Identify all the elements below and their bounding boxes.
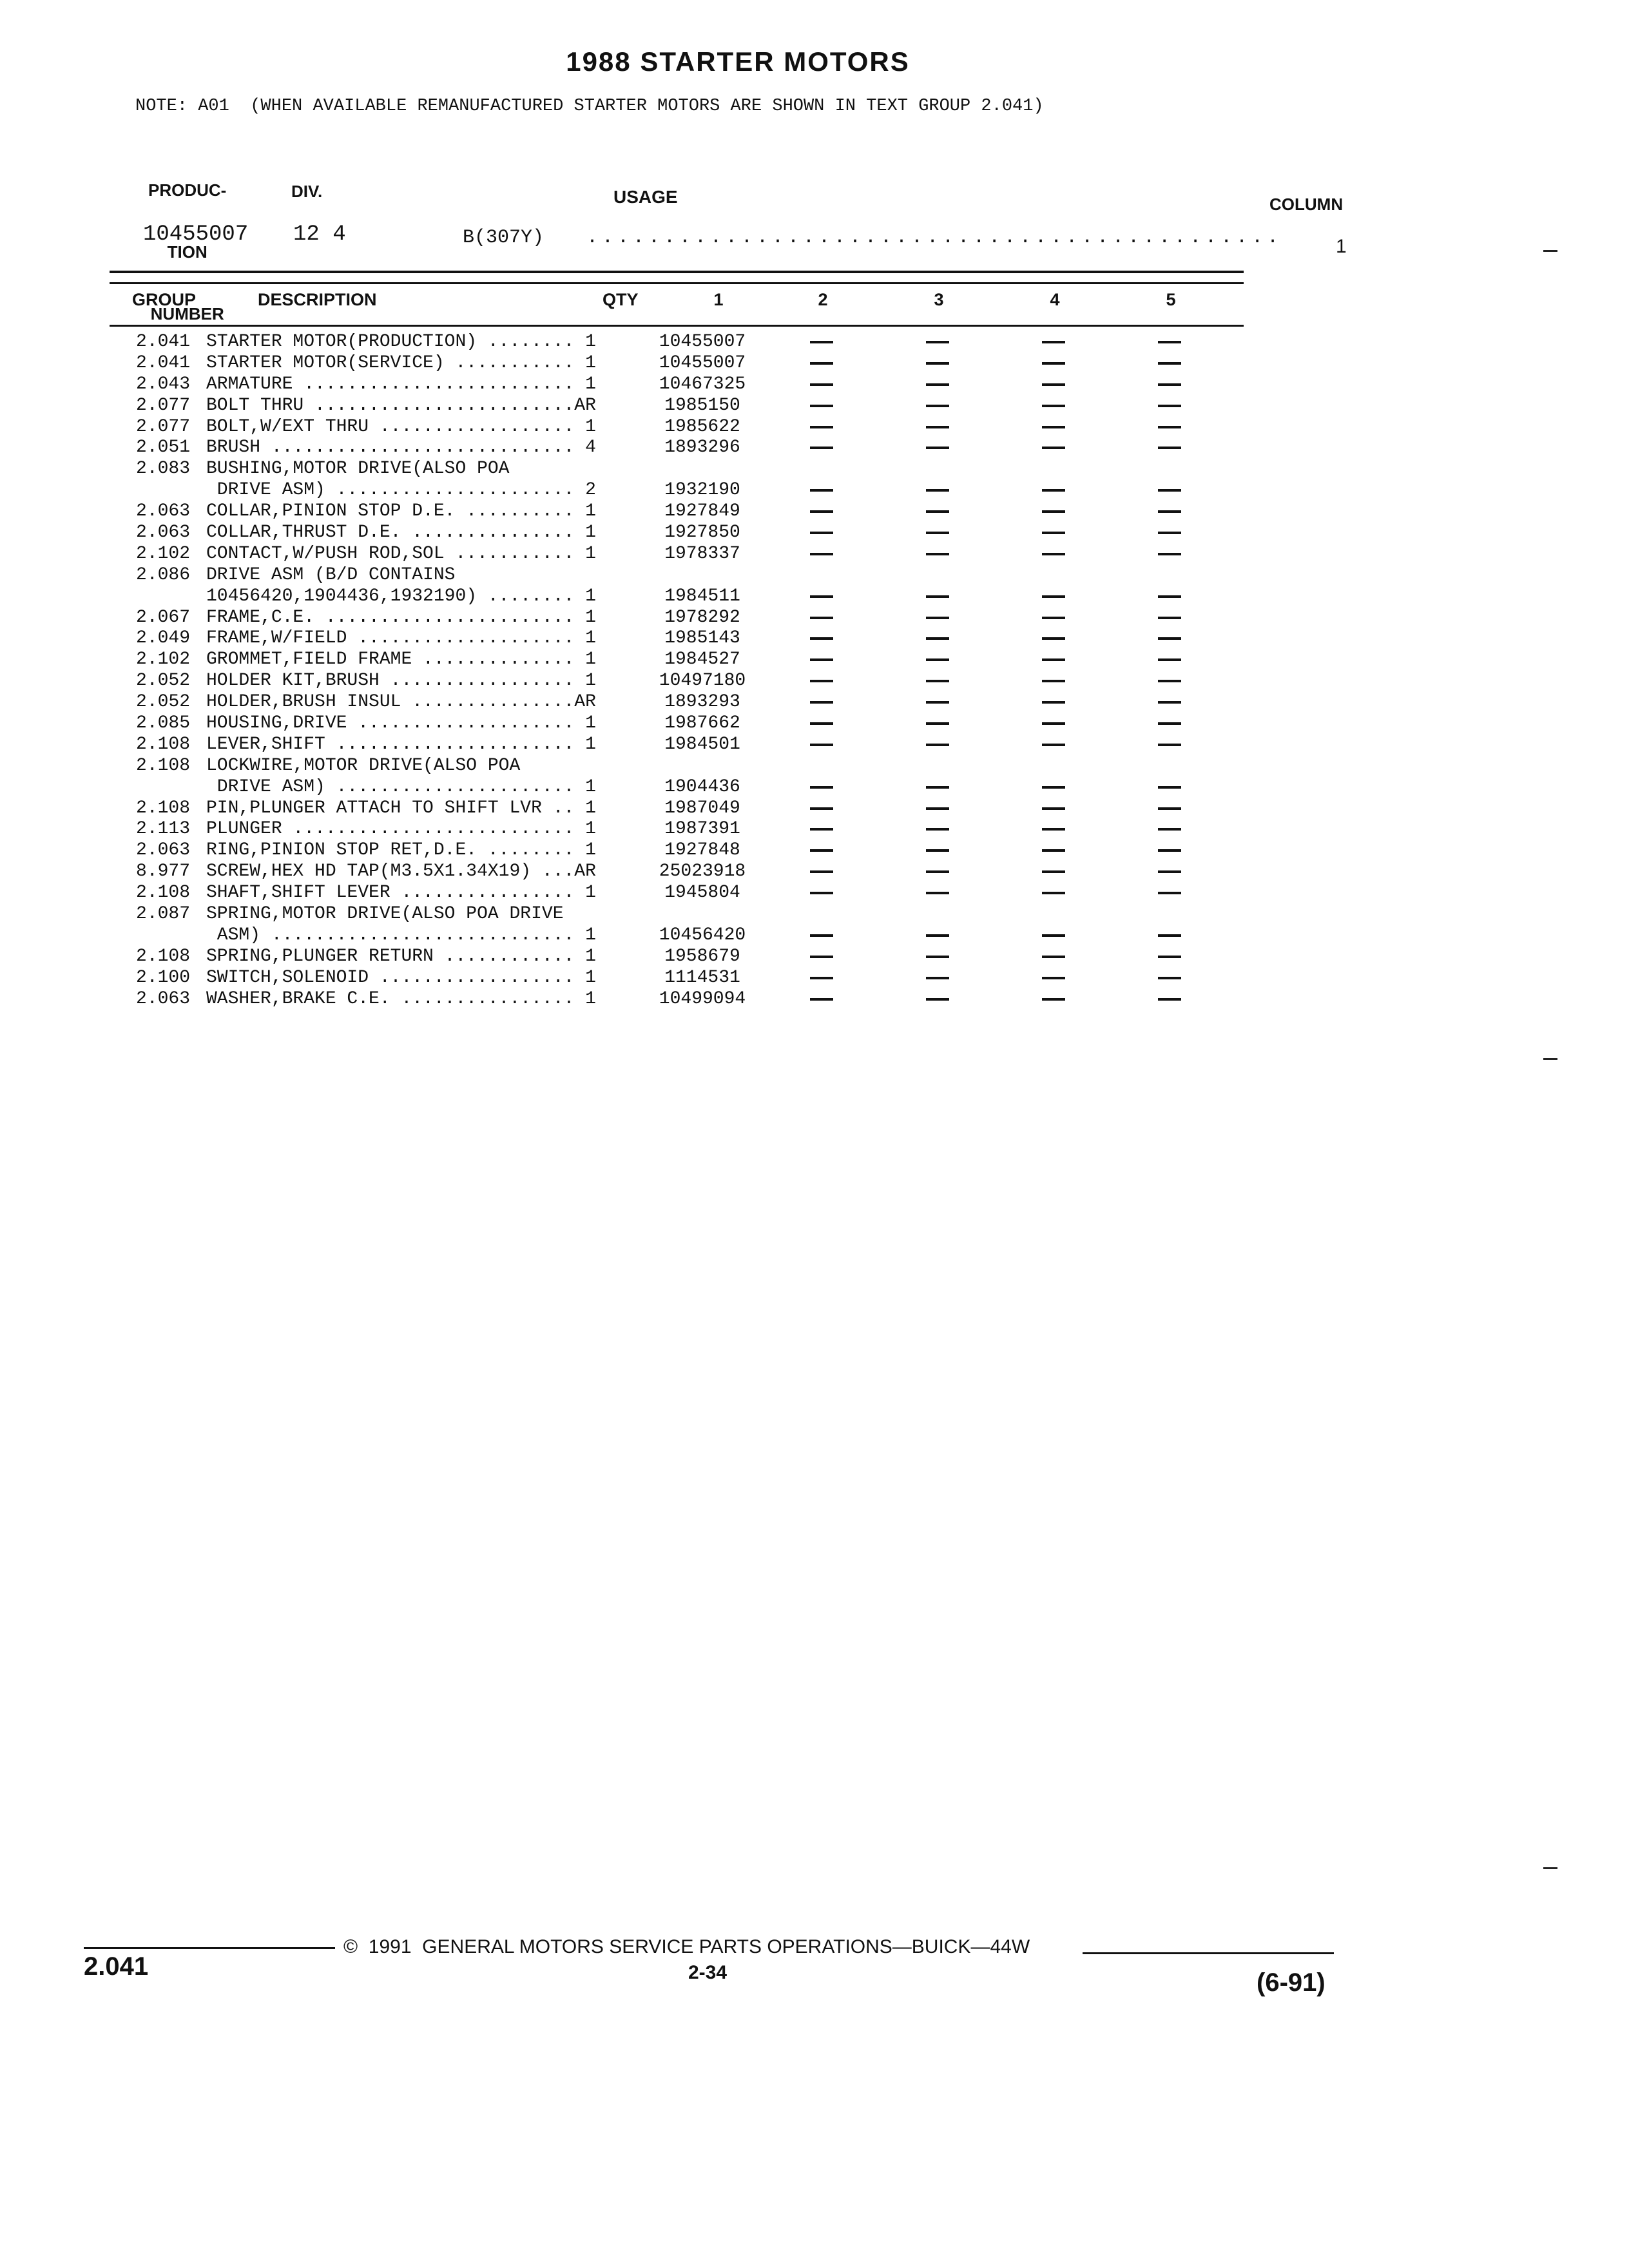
row-group: 2.077	[135, 416, 190, 437]
column-dash	[926, 405, 949, 407]
row-part-number: 1985622	[664, 416, 740, 437]
row-part-number: 1984511	[664, 586, 740, 606]
footer-rule-left	[84, 1947, 335, 1949]
row-group: 2.043	[135, 374, 190, 394]
column-dash	[926, 870, 949, 873]
row-description: PLUNGER .......................... 1	[206, 819, 596, 840]
column-dash	[926, 934, 949, 937]
parts-table-body	[0, 332, 1629, 1010]
table-row	[0, 437, 1629, 459]
column-dash	[810, 701, 833, 704]
table-row	[0, 417, 1629, 438]
row-description: HOLDER KIT,BRUSH ................. 1	[206, 671, 596, 691]
column-dash	[1158, 956, 1181, 958]
table-row	[0, 459, 1629, 480]
row-part-number: 1893296	[664, 437, 740, 458]
usage-leader-dots: .............................................	[586, 227, 1283, 249]
footer-group: 2.041	[84, 1952, 149, 1981]
column-dash	[926, 553, 949, 555]
column-dash	[1042, 617, 1065, 619]
column-dash	[810, 553, 833, 555]
column-dash	[810, 977, 833, 979]
column-dash	[1042, 892, 1065, 894]
row-description: SPRING,PLUNGER RETURN ............ 1	[206, 946, 596, 966]
table-top-rule	[110, 271, 1244, 273]
row-description: CONTACT,W/PUSH ROD,SOL ........... 1	[206, 543, 596, 564]
row-description: SWITCH,SOLENOID .................. 1	[206, 967, 596, 988]
footer-rule-right	[1083, 1952, 1334, 1954]
row-part-number: 1987049	[664, 798, 740, 818]
column-dash	[1042, 701, 1065, 704]
row-group: 2.063	[135, 523, 190, 543]
column-dash	[1042, 595, 1065, 598]
column-dash	[926, 595, 949, 598]
column-dash	[1042, 447, 1065, 449]
header-bottom-rule	[110, 325, 1244, 327]
row-description: BOLT THRU ........................AR	[206, 395, 596, 416]
row-part-number: 1927849	[664, 501, 740, 522]
row-part-number: 1978292	[664, 607, 740, 628]
column-dash	[1158, 532, 1181, 534]
table-row	[0, 692, 1629, 713]
column-dash	[1158, 701, 1181, 704]
column-dash	[810, 680, 833, 682]
column-dash	[926, 807, 949, 810]
row-description: DRIVE ASM (B/D CONTAINS	[206, 564, 456, 585]
row-group: 8.977	[135, 861, 190, 882]
column-dash	[1042, 849, 1065, 852]
row-description: BRUSH ............................ 4	[206, 437, 596, 458]
column-dash	[926, 722, 949, 725]
row-group: 2.102	[135, 543, 190, 564]
table-row	[0, 925, 1629, 947]
column-dash	[1158, 489, 1181, 492]
column-dash	[1042, 998, 1065, 1001]
table-top-rule-2	[110, 282, 1244, 284]
column-dash	[810, 362, 833, 365]
row-part-number: 10497180	[659, 671, 746, 691]
column-dash	[810, 532, 833, 534]
column-dash	[1042, 426, 1065, 428]
column-dash	[926, 489, 949, 492]
column-dash	[810, 489, 833, 492]
row-description: LOCKWIRE,MOTOR DRIVE(ALSO POA	[206, 755, 521, 776]
row-part-number: 1985150	[664, 395, 740, 416]
row-group: 2.108	[135, 946, 190, 966]
column-dash	[810, 617, 833, 619]
row-part-number: 1978337	[664, 543, 740, 564]
column-dash	[1158, 510, 1181, 513]
row-group: 2.085	[135, 713, 190, 734]
column-dash	[926, 426, 949, 428]
column-dash	[1158, 405, 1181, 407]
column-dash	[926, 701, 949, 704]
column-dash	[1158, 977, 1181, 979]
th-description: DESCRIPTION	[258, 290, 377, 309]
column-dash	[1042, 341, 1065, 343]
row-group: 2.108	[135, 883, 190, 903]
column-dash	[1042, 722, 1065, 725]
column-dash	[1158, 828, 1181, 831]
table-row	[0, 947, 1629, 968]
production-number: 10455007	[143, 222, 249, 247]
column-dash	[1158, 870, 1181, 873]
row-description: STARTER MOTOR(SERVICE) ........... 1	[206, 352, 596, 373]
row-part-number: 25023918	[659, 861, 746, 882]
column-dash	[1158, 595, 1181, 598]
column-dash	[926, 998, 949, 1001]
column-dash	[810, 383, 833, 386]
row-group: 2.063	[135, 840, 190, 861]
row-group: 2.041	[135, 332, 190, 352]
column-dash	[1042, 956, 1065, 958]
row-description: COLLAR,THRUST D.E. ............... 1	[206, 523, 596, 543]
row-part-number: 1932190	[664, 480, 740, 501]
column-dash	[1042, 532, 1065, 534]
row-group: 2.100	[135, 967, 190, 988]
column-dash	[810, 341, 833, 343]
column-dash	[926, 510, 949, 513]
th-group: GROUP	[132, 290, 197, 309]
row-description: LEVER,SHIFT ...................... 1	[206, 734, 596, 754]
row-group: 2.083	[135, 459, 190, 479]
th-col5: 5	[1166, 290, 1176, 309]
row-description: ASM) ............................ 1	[206, 925, 596, 945]
production-usage: B(307Y)	[463, 227, 545, 249]
row-description: HOLDER,BRUSH INSUL ...............AR	[206, 692, 596, 713]
column-dash	[1158, 426, 1181, 428]
column-dash	[1042, 744, 1065, 746]
column-dash	[810, 405, 833, 407]
table-row	[0, 989, 1629, 1010]
row-description: BOLT,W/EXT THRU .................. 1	[206, 416, 596, 437]
row-group: 2.049	[135, 628, 190, 649]
table-row	[0, 904, 1629, 925]
column-dash	[1158, 892, 1181, 894]
column-dash	[926, 956, 949, 958]
table-row	[0, 396, 1629, 417]
row-description: WASHER,BRAKE C.E. ................ 1	[206, 988, 596, 1009]
production-label-line: TION	[167, 242, 207, 262]
table-row	[0, 480, 1629, 501]
column-dash	[926, 532, 949, 534]
table-row	[0, 861, 1629, 883]
table-row	[0, 523, 1629, 544]
column-dash	[1158, 744, 1181, 746]
column-dash	[926, 892, 949, 894]
column-dash	[1158, 722, 1181, 725]
th-col1: 1	[713, 290, 724, 309]
table-row	[0, 586, 1629, 608]
row-group: 2.052	[135, 671, 190, 691]
row-part-number: 1927848	[664, 840, 740, 861]
column-dash	[1158, 934, 1181, 937]
table-row	[0, 565, 1629, 586]
column-dash	[1042, 637, 1065, 640]
row-group: 2.067	[135, 607, 190, 628]
table-row	[0, 840, 1629, 861]
row-group: 2.113	[135, 819, 190, 840]
row-part-number: 1945804	[664, 883, 740, 903]
column-dash	[1158, 362, 1181, 365]
production-column: 1	[1336, 236, 1347, 257]
row-group: 2.087	[135, 904, 190, 925]
row-group: 2.063	[135, 501, 190, 522]
column-dash	[1042, 383, 1065, 386]
row-part-number: 1893293	[664, 692, 740, 713]
column-dash	[926, 849, 949, 852]
column-dash	[810, 807, 833, 810]
note-text: NOTE: A01 (WHEN AVAILABLE REMANUFACTURED STARTER MOTORS ARE SHOWN IN TEXT GROUP 2.041)	[135, 97, 1044, 116]
th-col2: 2	[818, 290, 828, 309]
row-description: BUSHING,MOTOR DRIVE(ALSO POA	[206, 459, 510, 479]
row-description: SHAFT,SHIFT LEVER ................ 1	[206, 883, 596, 903]
column-dash	[810, 786, 833, 789]
column-dash	[1158, 617, 1181, 619]
column-dash	[810, 510, 833, 513]
row-part-number: 1927850	[664, 523, 740, 543]
row-part-number: 1985143	[664, 628, 740, 649]
footer-page-number: 2-34	[688, 1962, 728, 1983]
div-label: DIV.	[291, 182, 323, 201]
column-dash	[810, 828, 833, 831]
column-dash	[1042, 489, 1065, 492]
row-part-number: 1984527	[664, 649, 740, 670]
margin-tick	[1543, 1058, 1557, 1060]
production-div: 12 4	[293, 222, 346, 247]
table-row	[0, 649, 1629, 671]
column-dash	[1158, 807, 1181, 810]
table-row	[0, 968, 1629, 989]
column-dash	[1042, 934, 1065, 937]
column-dash	[1042, 680, 1065, 682]
column-dash	[926, 617, 949, 619]
table-row	[0, 628, 1629, 649]
column-dash	[926, 637, 949, 640]
column-dash	[1042, 658, 1065, 661]
column-dash	[810, 426, 833, 428]
row-part-number: 1958679	[664, 946, 740, 966]
column-dash	[926, 383, 949, 386]
usage-label: USAGE	[613, 187, 678, 207]
column-dash	[926, 658, 949, 661]
production-label-line: PRODUC-	[148, 180, 227, 200]
column-dash	[1158, 637, 1181, 640]
column-dash	[810, 722, 833, 725]
column-dash	[810, 870, 833, 873]
row-part-number: 1987391	[664, 819, 740, 840]
column-dash	[1042, 828, 1065, 831]
table-row	[0, 374, 1629, 396]
row-description: COLLAR,PINION STOP D.E. .......... 1	[206, 501, 596, 522]
column-dash	[926, 341, 949, 343]
footer-copyright: © 1991 GENERAL MOTORS SERVICE PARTS OPERATIONS—BUICK—44W	[343, 1936, 1030, 1957]
column-dash	[926, 744, 949, 746]
row-part-number: 1904436	[664, 776, 740, 797]
row-group: 2.051	[135, 437, 190, 458]
column-dash	[926, 786, 949, 789]
table-row	[0, 332, 1629, 353]
row-part-number: 1114531	[664, 967, 740, 988]
column-dash	[926, 828, 949, 831]
column-dash	[810, 956, 833, 958]
table-row	[0, 798, 1629, 820]
row-description: FRAME,C.E. ....................... 1	[206, 607, 596, 628]
column-dash	[1042, 807, 1065, 810]
table-row	[0, 713, 1629, 735]
row-description: STARTER MOTOR(PRODUCTION) ........ 1	[206, 332, 596, 352]
th-col4: 4	[1050, 290, 1060, 309]
column-dash	[1042, 786, 1065, 789]
column-dash	[1158, 786, 1181, 789]
table-row	[0, 501, 1629, 523]
margin-tick	[1543, 250, 1557, 252]
table-row	[0, 756, 1629, 777]
row-group: 2.052	[135, 692, 190, 713]
column-dash	[1042, 553, 1065, 555]
row-group: 2.063	[135, 988, 190, 1009]
column-dash	[810, 998, 833, 1001]
th-col3: 3	[934, 290, 944, 309]
column-dash	[926, 447, 949, 449]
column-dash	[1042, 870, 1065, 873]
column-dash	[1042, 977, 1065, 979]
row-description: ARMATURE ......................... 1	[206, 374, 596, 394]
column-dash	[1042, 405, 1065, 407]
column-dash	[926, 362, 949, 365]
table-row	[0, 608, 1629, 629]
margin-tick	[1543, 1867, 1557, 1869]
row-description: 10456420,1904436,1932190) ........ 1	[206, 586, 596, 606]
production-label-line: NUMBER	[150, 304, 224, 323]
row-group: 2.108	[135, 798, 190, 818]
footer-date: (6-91)	[1257, 1968, 1325, 1997]
row-group: 2.102	[135, 649, 190, 670]
column-dash	[810, 934, 833, 937]
table-row	[0, 777, 1629, 798]
row-description: RING,PINION STOP RET,D.E. ........ 1	[206, 840, 596, 861]
page-title: 1988 STARTER MOTORS	[566, 46, 910, 77]
column-dash	[810, 637, 833, 640]
th-qty: QTY	[602, 290, 639, 309]
row-description: DRIVE ASM) ...................... 2	[206, 480, 596, 501]
column-dash	[1042, 510, 1065, 513]
row-part-number: 10456420	[659, 925, 746, 945]
column-dash	[1158, 680, 1181, 682]
column-dash	[926, 680, 949, 682]
table-row	[0, 544, 1629, 565]
row-description: SPRING,MOTOR DRIVE(ALSO POA DRIVE	[206, 904, 564, 925]
table-row	[0, 353, 1629, 374]
table-row	[0, 671, 1629, 692]
column-dash	[1042, 362, 1065, 365]
column-label: COLUMN	[1269, 195, 1344, 214]
column-dash	[1158, 383, 1181, 386]
row-part-number: 1987662	[664, 713, 740, 734]
row-part-number: 10455007	[659, 332, 746, 352]
row-group: 2.108	[135, 755, 190, 776]
row-part-number: 10499094	[659, 988, 746, 1009]
column-dash	[810, 658, 833, 661]
row-part-number: 1984501	[664, 734, 740, 754]
row-description: SCREW,HEX HD TAP(M3.5X1.34X19) ...AR	[206, 861, 596, 882]
row-description: HOUSING,DRIVE .................... 1	[206, 713, 596, 734]
row-group: 2.077	[135, 395, 190, 416]
row-part-number: 10455007	[659, 352, 746, 373]
column-dash	[1158, 553, 1181, 555]
column-dash	[810, 447, 833, 449]
table-row	[0, 735, 1629, 756]
row-description: DRIVE ASM) ...................... 1	[206, 776, 596, 797]
row-description: PIN,PLUNGER ATTACH TO SHIFT LVR .. 1	[206, 798, 596, 818]
column-dash	[1158, 447, 1181, 449]
column-dash	[810, 595, 833, 598]
column-dash	[810, 744, 833, 746]
column-dash	[1158, 341, 1181, 343]
row-group: 2.108	[135, 734, 190, 754]
column-dash	[1158, 998, 1181, 1001]
row-description: FRAME,W/FIELD .................... 1	[206, 628, 596, 649]
row-group: 2.041	[135, 352, 190, 373]
column-dash	[810, 892, 833, 894]
column-dash	[1158, 849, 1181, 852]
column-dash	[926, 977, 949, 979]
column-dash	[810, 849, 833, 852]
row-description: GROMMET,FIELD FRAME .............. 1	[206, 649, 596, 670]
row-part-number: 10467325	[659, 374, 746, 394]
table-row	[0, 883, 1629, 904]
row-group: 2.086	[135, 564, 190, 585]
table-row	[0, 819, 1629, 840]
column-dash	[1158, 658, 1181, 661]
